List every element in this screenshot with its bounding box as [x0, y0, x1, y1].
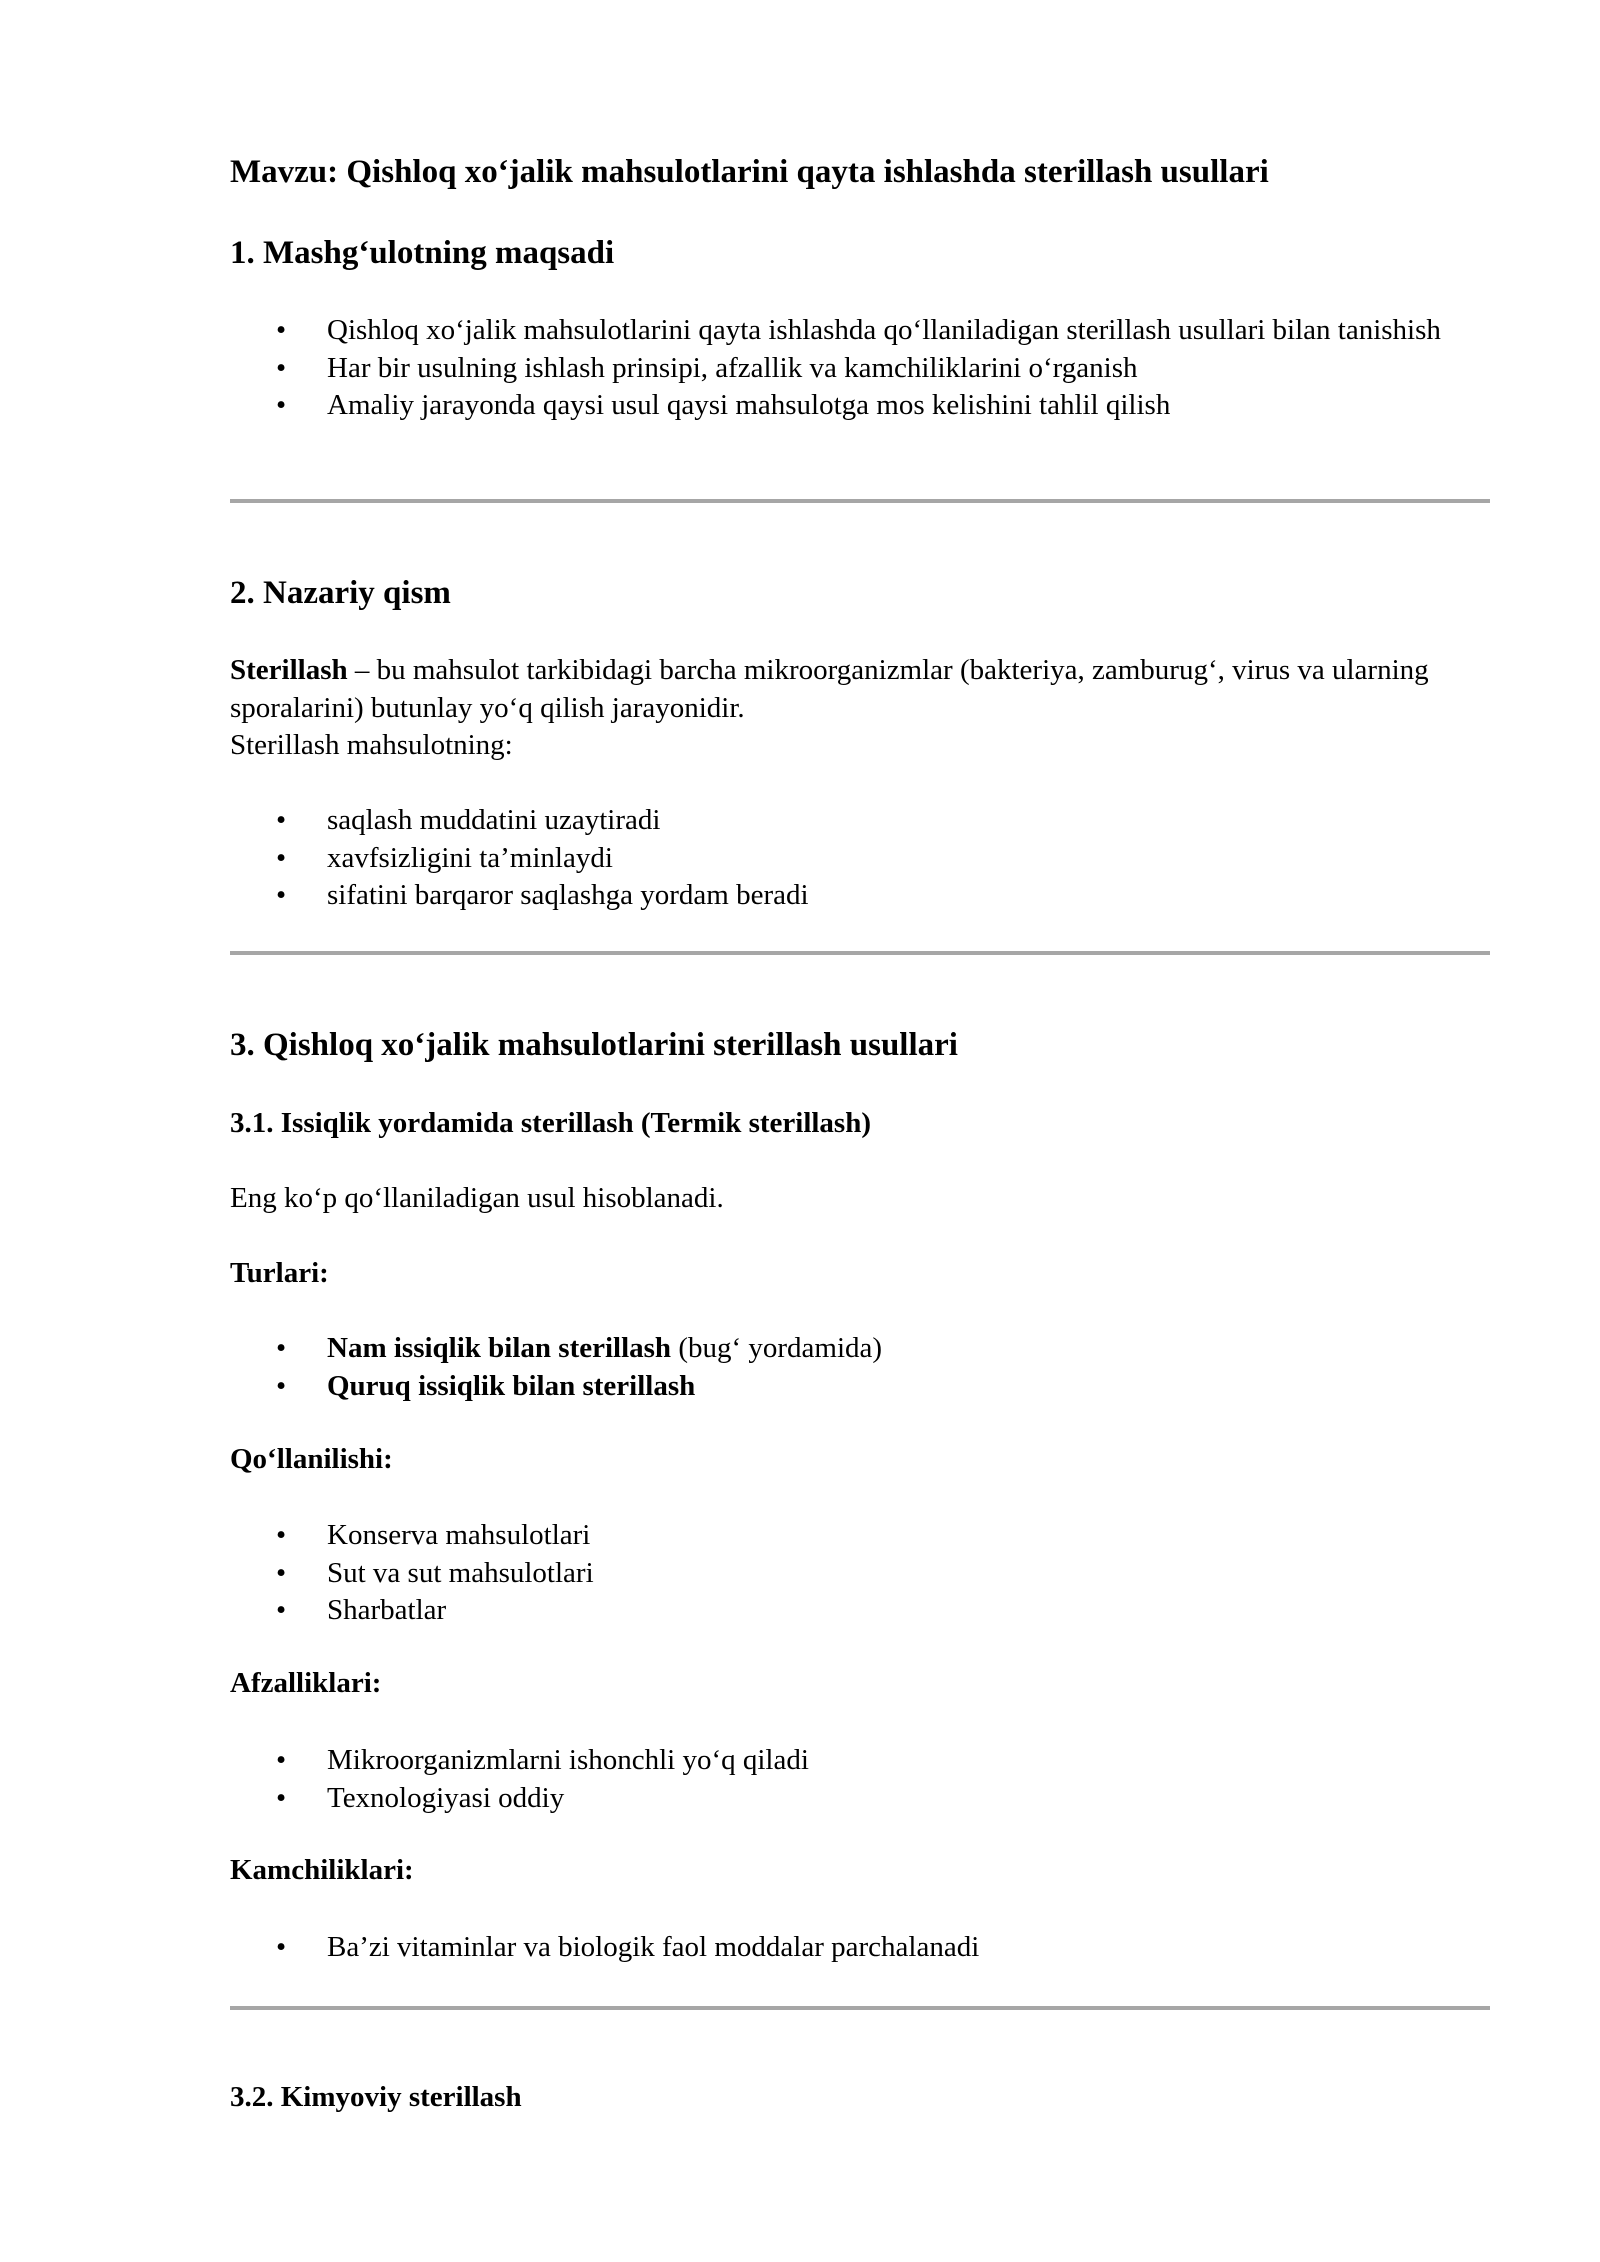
list-item: • Mikroorganizmlarni ishonchli yo‘q qiladi: [230, 1742, 1490, 1780]
bullet-icon: •: [276, 804, 287, 836]
list-item: • xavfsizligini ta’minlaydi: [230, 840, 1490, 878]
bullet-icon: •: [276, 1594, 287, 1626]
section-2-heading: 2. Nazariy qism: [230, 575, 451, 611]
bullet-icon: •: [276, 1519, 287, 1551]
list-item: • Sut va sut mahsulotlari: [230, 1555, 1490, 1593]
section-2-intro: Sterillash mahsulotning:: [230, 729, 513, 761]
list-item: • Sharbatlar: [230, 1592, 1490, 1630]
bullet-icon: •: [276, 1369, 287, 1402]
section-3-heading: 3. Qishloq xo‘jalik mahsulotlarini sterillash usullari: [230, 1027, 958, 1063]
definition-text: – bu mahsulot tarkibidagi barcha mikroorganizmlar (bakteriya, zamburug‘, virus va ularning sporalarini) butunlay yo‘q qilish jarayonidir.: [230, 654, 1429, 724]
bullet-icon: •: [276, 1332, 287, 1364]
list-item: • saqlash muddatini uzaytiradi: [230, 802, 1490, 840]
horizontal-rule: [230, 951, 1490, 955]
horizontal-rule: [230, 499, 1490, 503]
types-list: [230, 1330, 1490, 1405]
advantages-label: Afzalliklari:: [230, 1667, 382, 1699]
usage-list: [230, 1517, 1490, 1630]
bullet-icon: •: [276, 1744, 287, 1776]
section-1-list: [230, 312, 1490, 425]
section-1-heading: 1. Mashg‘ulotning maqsadi: [230, 235, 615, 271]
document-title: Mavzu: Qishloq xo‘jalik mahsulotlarini qayta ishlashda sterillash usullari: [230, 154, 1269, 190]
definition-paragraph: [230, 652, 1490, 727]
list-item: • Qishloq xo‘jalik mahsulotlarini qayta ishlashda qo‘llaniladigan sterillash usullari bilan tanishish: [230, 312, 1490, 350]
types-label: Turlari:: [230, 1257, 329, 1289]
list-item: • Har bir usulning ishlash prinsipi, afzallik va kamchiliklarini o‘rganish: [230, 350, 1490, 388]
list-item: • Ba’zi vitaminlar va biologik faol moddalar parchalanadi: [230, 1929, 1490, 1967]
list-item: • Amaliy jarayonda qaysi usul qaysi mahsulotga mos kelishini tahlil qilish: [230, 387, 1490, 425]
bullet-icon: •: [276, 389, 287, 421]
disadvantages-label: Kamchiliklari:: [230, 1854, 414, 1886]
bullet-icon: •: [276, 1556, 287, 1589]
horizontal-rule: [230, 2006, 1490, 2010]
usage-label: Qo‘llanilishi:: [230, 1443, 393, 1475]
list-item: • Konserva mahsulotlari: [230, 1517, 1490, 1555]
subsection-3-1-intro: Eng ko‘p qo‘llaniladigan usul hisoblanadi.: [230, 1182, 724, 1214]
bullet-icon: •: [276, 1931, 287, 1963]
subsection-3-1-heading: 3.1. Issiqlik yordamida sterillash (Termik sterillash): [230, 1107, 872, 1139]
list-item: • Quruq issiqlik bilan sterillash: [230, 1368, 1490, 1406]
section-2-list: [230, 802, 1490, 915]
advantages-list: [230, 1742, 1490, 1817]
list-item: • sifatini barqaror saqlashga yordam beradi: [230, 877, 1490, 915]
subsection-3-2-heading: 3.2. Kimyoviy sterillash: [230, 2081, 522, 2113]
bullet-icon: •: [276, 879, 287, 911]
bullet-icon: •: [276, 314, 287, 346]
definition-term: Sterillash: [230, 654, 348, 686]
disadvantages-list: [230, 1929, 1490, 1967]
list-item: • Texnologiyasi oddiy: [230, 1780, 1490, 1818]
bullet-icon: •: [276, 1781, 287, 1814]
bullet-icon: •: [276, 351, 287, 384]
bullet-icon: •: [276, 841, 287, 874]
list-item: • Nam issiqlik bilan sterillash (bug‘ yordamida): [230, 1330, 1490, 1368]
